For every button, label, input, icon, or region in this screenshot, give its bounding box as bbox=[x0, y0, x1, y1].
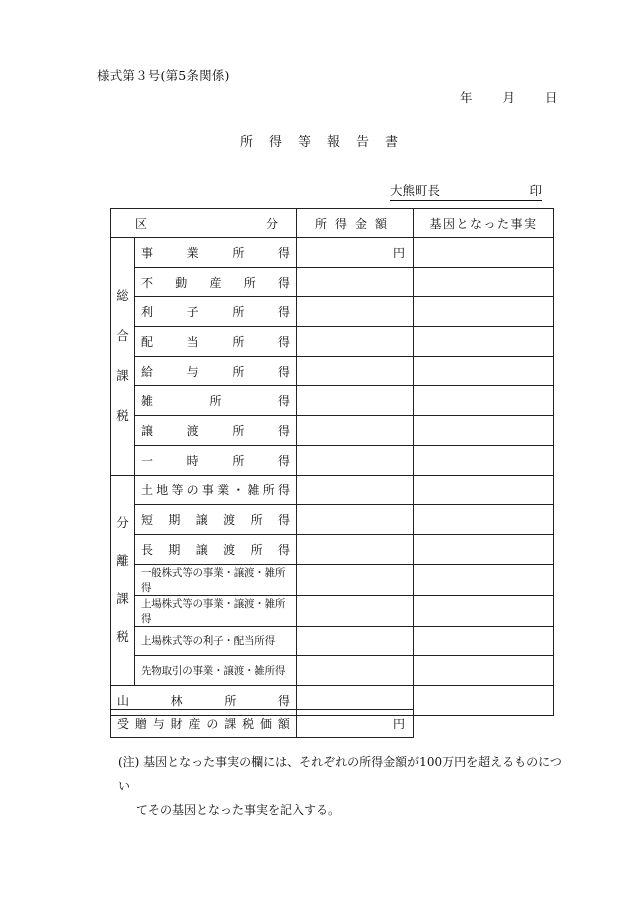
table-row bbox=[111, 297, 554, 327]
income-amount-cell[interactable] bbox=[297, 505, 414, 535]
income-fact-cell[interactable] bbox=[414, 475, 554, 505]
income-type-label bbox=[135, 626, 297, 656]
item-label-char: 地 bbox=[156, 483, 169, 498]
item-label-char: 譲 bbox=[195, 513, 208, 528]
table-row bbox=[111, 475, 554, 505]
comprehensive-category-char: 課 bbox=[116, 368, 129, 384]
item-label-char: 等 bbox=[171, 483, 184, 498]
separate-category-label bbox=[111, 475, 135, 685]
header-fact: 基因となった事実 bbox=[414, 209, 554, 238]
income-fact-cell[interactable] bbox=[414, 505, 554, 535]
table-row bbox=[111, 656, 554, 686]
income-amount-cell[interactable] bbox=[297, 475, 414, 505]
income-amount-cell[interactable]: 円 bbox=[297, 238, 414, 268]
table-row bbox=[111, 238, 554, 268]
item-label-char: 所 bbox=[224, 693, 237, 708]
income-fact-cell[interactable] bbox=[414, 534, 554, 564]
item-label-char: 所 bbox=[232, 364, 245, 379]
income-type-label bbox=[135, 564, 297, 595]
item-label-char: 期 bbox=[168, 542, 181, 557]
income-amount-cell[interactable] bbox=[297, 656, 414, 686]
table-row bbox=[111, 267, 554, 297]
item-label-char: 雑 bbox=[141, 394, 154, 409]
item-label-char: 期 bbox=[168, 513, 181, 528]
item-label-char: 林 bbox=[170, 693, 183, 708]
income-fact-cell[interactable] bbox=[414, 356, 554, 386]
income-amount-cell[interactable] bbox=[297, 595, 414, 626]
header-category bbox=[111, 209, 297, 238]
item-label-char: 当 bbox=[186, 334, 199, 349]
item-label-char: 利 bbox=[141, 305, 154, 320]
income-type-label bbox=[135, 327, 297, 357]
addressee bbox=[390, 181, 542, 201]
item-label-char: 渡 bbox=[223, 542, 236, 557]
header-amount: 所得金額 bbox=[297, 209, 414, 238]
gift-label-char: 産 bbox=[188, 717, 201, 731]
seal-mark: 印 bbox=[529, 183, 542, 198]
item-label-char: 業 bbox=[186, 245, 199, 260]
item-label-char: 得 bbox=[277, 275, 290, 290]
table-header-row bbox=[111, 209, 554, 238]
gift-table bbox=[110, 709, 414, 738]
item-label-char: 得 bbox=[277, 693, 290, 708]
separate-category-char: 課 bbox=[116, 591, 129, 607]
gift-label-char: 価 bbox=[260, 717, 273, 731]
income-amount-cell[interactable] bbox=[297, 356, 414, 386]
table-row bbox=[111, 356, 554, 386]
item-label-char: 得 bbox=[277, 423, 290, 438]
item-label-char: 上場株式等の事業・譲渡・雑所得 bbox=[141, 597, 286, 625]
comprehensive-category-label bbox=[111, 238, 135, 476]
income-fact-cell[interactable] bbox=[414, 626, 554, 656]
income-type-label bbox=[135, 238, 297, 268]
item-label-char: 得 bbox=[277, 334, 290, 349]
income-type-label bbox=[135, 505, 297, 535]
table-row bbox=[111, 534, 554, 564]
item-label-char: 短 bbox=[141, 513, 154, 528]
income-fact-cell[interactable] bbox=[414, 297, 554, 327]
item-label-char: 得 bbox=[277, 483, 290, 498]
income-type-label bbox=[135, 445, 297, 475]
table-row bbox=[111, 595, 554, 626]
income-fact-cell[interactable] bbox=[414, 386, 554, 416]
item-label-char: 所 bbox=[232, 245, 245, 260]
income-amount-cell[interactable] bbox=[297, 564, 414, 595]
comprehensive-category-char: 総 bbox=[116, 288, 129, 304]
item-label-char: 所 bbox=[262, 483, 275, 498]
item-label-char: 得 bbox=[277, 394, 290, 409]
item-label-char: 一 bbox=[141, 453, 154, 468]
gift-label-char: 受 bbox=[117, 717, 130, 731]
item-label-char: 事 bbox=[201, 483, 214, 498]
income-amount-cell[interactable] bbox=[297, 297, 414, 327]
gift-label bbox=[111, 710, 297, 738]
date-year-label: 年 bbox=[460, 90, 473, 105]
item-label-char: 上場株式等の利子・配当所得 bbox=[141, 635, 275, 648]
item-label-char: の bbox=[186, 483, 199, 498]
gift-row bbox=[111, 710, 414, 738]
income-type-label bbox=[135, 297, 297, 327]
item-label-char: 事 bbox=[141, 245, 154, 260]
income-amount-cell[interactable] bbox=[297, 327, 414, 357]
gift-label-char: 財 bbox=[170, 717, 183, 731]
income-fact-cell[interactable] bbox=[414, 327, 554, 357]
table-row bbox=[111, 626, 554, 656]
item-label-char: ・ bbox=[232, 483, 245, 498]
item-label-char: 譲 bbox=[141, 423, 154, 438]
item-label-char: 給 bbox=[141, 364, 154, 379]
income-amount-cell[interactable] bbox=[297, 386, 414, 416]
form-number: 様式第３号(第5条関係) bbox=[97, 68, 230, 83]
income-amount-cell[interactable] bbox=[297, 626, 414, 656]
income-fact-cell[interactable] bbox=[414, 445, 554, 475]
gift-label-char: 課 bbox=[224, 717, 237, 731]
income-amount-cell[interactable] bbox=[297, 416, 414, 446]
table-row bbox=[111, 564, 554, 595]
item-label-char: 子 bbox=[186, 305, 199, 320]
table-row bbox=[111, 505, 554, 535]
gift-label-char: 贈 bbox=[134, 717, 147, 731]
date-day-label: 日 bbox=[545, 90, 558, 105]
gift-label-char: 税 bbox=[242, 717, 255, 731]
item-label-char: 渡 bbox=[186, 423, 199, 438]
table-row bbox=[111, 327, 554, 357]
item-label-char: 得 bbox=[277, 364, 290, 379]
document-title: 所得等報告書 bbox=[240, 135, 415, 150]
income-amount-cell[interactable] bbox=[297, 267, 414, 297]
gift-label-char: 額 bbox=[277, 717, 290, 731]
income-fact-cell[interactable] bbox=[414, 564, 554, 595]
item-label-char: 渡 bbox=[223, 513, 236, 528]
separate-category-char: 分 bbox=[116, 515, 129, 531]
gift-label-char: の bbox=[206, 717, 219, 731]
date-month-label: 月 bbox=[502, 90, 516, 105]
separate-category-char: 離 bbox=[116, 553, 129, 569]
table-row bbox=[111, 416, 554, 446]
table-row bbox=[111, 386, 554, 416]
income-fact-cell[interactable] bbox=[414, 238, 554, 268]
table-row bbox=[111, 445, 554, 475]
separate-category-char: 税 bbox=[116, 629, 129, 645]
item-label-char: 与 bbox=[186, 364, 199, 379]
item-label-char: 得 bbox=[277, 245, 290, 260]
income-table bbox=[110, 208, 554, 716]
item-label-char: 先物取引の事業・譲渡・雑所得 bbox=[141, 665, 286, 678]
item-label-char: 山 bbox=[117, 693, 130, 708]
income-type-label bbox=[135, 656, 297, 686]
item-label-char: 所 bbox=[232, 334, 245, 349]
forestry-fact-cell[interactable] bbox=[414, 685, 554, 715]
item-label-char: 所 bbox=[209, 394, 222, 409]
item-label-char: 長 bbox=[141, 542, 154, 557]
item-label-char: 動 bbox=[175, 275, 188, 290]
gift-label-text bbox=[117, 715, 290, 732]
item-label-char: 産 bbox=[209, 275, 222, 290]
income-type-label bbox=[135, 356, 297, 386]
item-label-char: 所 bbox=[250, 542, 263, 557]
addressee-name: 大熊町長 bbox=[390, 183, 441, 198]
income-type-label bbox=[135, 267, 297, 297]
income-type-label bbox=[135, 534, 297, 564]
income-amount-cell[interactable] bbox=[297, 445, 414, 475]
item-label-char: 得 bbox=[277, 305, 290, 320]
note bbox=[118, 750, 568, 822]
item-label-char: 所 bbox=[232, 453, 245, 468]
item-label-char: 譲 bbox=[195, 542, 208, 557]
item-label-char: 所 bbox=[232, 305, 245, 320]
income-type-label bbox=[135, 416, 297, 446]
income-fact-cell[interactable] bbox=[414, 267, 554, 297]
item-label-char: 時 bbox=[186, 453, 199, 468]
comprehensive-category-char: 税 bbox=[116, 408, 129, 424]
gift-amount-cell[interactable]: 円 bbox=[297, 710, 414, 738]
item-label-char: 所 bbox=[243, 275, 256, 290]
item-label-char: 配 bbox=[141, 334, 154, 349]
income-type-label bbox=[135, 475, 297, 505]
comprehensive-category-char: 合 bbox=[116, 328, 129, 344]
header-category-char: 分 bbox=[265, 216, 278, 231]
header-category-char: 区 bbox=[135, 216, 148, 231]
item-label-char: 所 bbox=[232, 423, 245, 438]
item-label-char: 土 bbox=[141, 483, 154, 498]
gift-label-char: 与 bbox=[152, 717, 165, 731]
item-label-char: 得 bbox=[277, 453, 290, 468]
item-label-char: 業 bbox=[217, 483, 230, 498]
income-fact-cell[interactable] bbox=[414, 416, 554, 446]
income-type-label bbox=[135, 595, 297, 626]
income-type-label bbox=[135, 386, 297, 416]
income-fact-cell[interactable] bbox=[414, 595, 554, 626]
date-line bbox=[460, 88, 558, 106]
note-line-1: (注) 基因となった事実の欄には、それぞれの所得金額が100万円を超えるものについ bbox=[118, 755, 562, 793]
income-amount-cell[interactable] bbox=[297, 534, 414, 564]
item-label-char: 雑 bbox=[247, 483, 260, 498]
item-label-char: 不 bbox=[141, 275, 154, 290]
item-label-char: 所 bbox=[250, 513, 263, 528]
income-fact-cell[interactable] bbox=[414, 656, 554, 686]
note-line-2: てその基因となった事実を記入する。 bbox=[136, 803, 341, 817]
item-label-char: 得 bbox=[277, 542, 290, 557]
item-label-char: 得 bbox=[277, 513, 290, 528]
item-label-char: 一般株式等の事業・譲渡・雑所得 bbox=[141, 566, 286, 594]
